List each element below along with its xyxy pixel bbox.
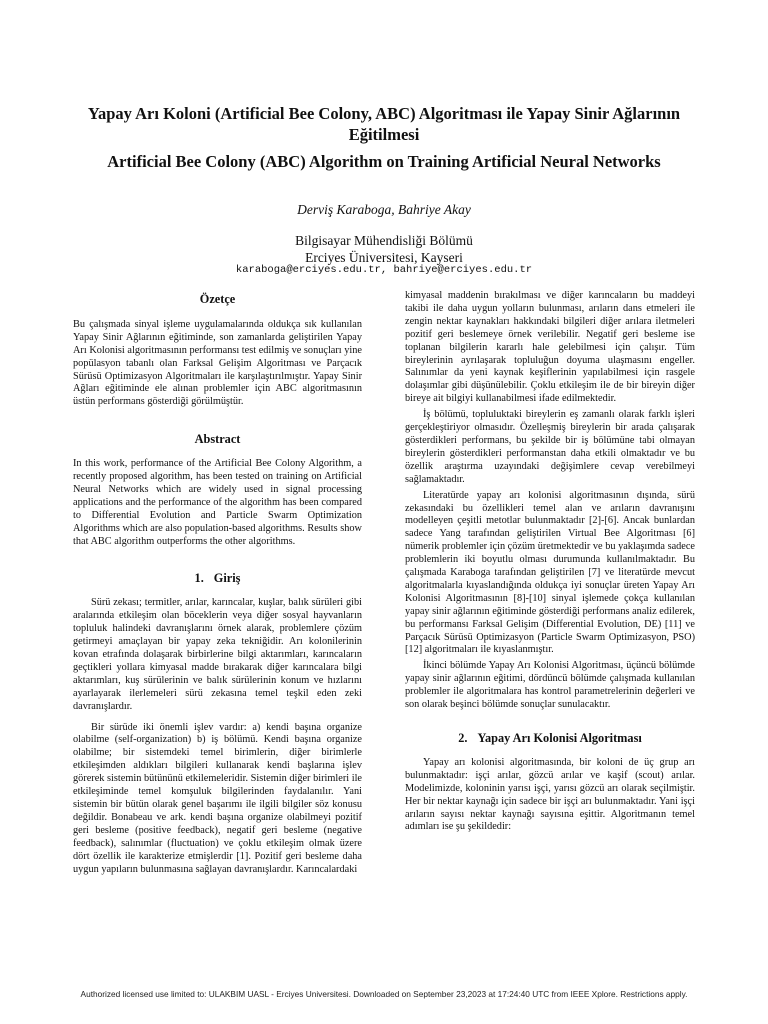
section-1-title: Giriş — [213, 570, 241, 585]
affiliation — [60, 232, 708, 266]
university: Erciyes Üniversitesi, Kayseri — [305, 250, 463, 265]
license-footer: Authorized licensed use limited to: ULAKBIM UASL - Erciyes Universitesi. Downloaded on September 23,2023 at 17:24:40 UTC from IEEE Xplore. Restrictions apply. — [80, 989, 688, 999]
outline-paragraph: İkinci bölümde Yapay Arı Kolonisi Algoritması, üçüncü bölümde yapay sinir ağlarının eğitimi, dördüncü bölümde çalışmada kullanılan problemler ile algoritmalara has kontrol parametrelerinin değerleri ve son olarak beşinci bölümde sonuçlar sunulacaktır. — [405, 660, 695, 711]
literature-paragraph: Literatürde yapay arı kolonisi algoritmasının dışında, sürü zekasındaki bu özellikleri temel alan ve arıların davranışını modelleyen çeşitli metotlar bulunmaktadır [2]-[6]. Ancak bunlardan sadece Yang tarafından geliştirilen Virtual Bee Algoritması [6] nümerik problemler için çözüm üretmektedir ve bu yaklaşımda sadece problemlerin iki boyutlu olması durumunda kullanılmaktadır. Bu çalışmada Karaboga tarafından geliştirilen [7] ve literatürde mevcut algoritmalarla kıyaslandığında oldukça iyi sonuçlar üreten Yapay Arı Kolonisi Algoritmasının [8]-[10] sinyal işlemede çokça kullanılan yapay sinir ağlarının eğitiminde gösterdiği performans analiz edilerek, bu performansı Farksal Gelişim (Differential Evolution, DE) [11] ve Parçacık Sürüsü Optimizasyon (Particle Swarm Optimizasyon, PSO) [12] algoritmaları ile kıyaslanmıştır. — [405, 489, 695, 656]
section-1-number: 1. — [194, 570, 204, 585]
section-2-number: 2. — [458, 731, 468, 745]
intro-paragraph-1: Sürü zekası; termitler, arılar, karıncalar, kuşlar, balık sürüleri gibi aralarında etkileşim olan böceklerin veya diğer sosyal hayvanların topluluk halindeki davranışlarını örnek alarak, problemlere çözüm getirmeyi amaçlayan bir yapay zeka tekniğidir. Arı kolonilerinin kovan etrafında dolaşarak birbirlerine bilgi aktarımları, karıncaların geçtikleri yollara kimyasal madde bırakarak diğer karıncalara bilgi aktarımları, kuş sürülerinin ve balık sürülerinin konum ve hızlarını ayarlayarak ilerlemeleri sürü zekasına temel teşkil eden zeki davranışlardır. — [73, 597, 362, 712]
section-1-heading — [73, 572, 362, 585]
ozetce-heading: Özetçe — [199, 292, 236, 306]
author-list: Derviş Karaboga, Bahriye Akay — [297, 202, 471, 217]
paper-title-english: Artificial Bee Colony (ABC) Algorithm on Training Artificial Neural Networks — [107, 152, 661, 171]
division-of-labor-paragraph: İş bölümü, topluluktaki bireylerin eş zamanlı olarak farklı işleri gerçekleştiriyor olmasıdır. Özelleşmiş bireylerin bir arada çalışarak gösterdikleri performans, bu şekilde bir iş bölümüne tabi olmayan bireylerin gösterdikleri performanstan daha etkili olmaktadır ve bu özellik araştırma uzayındaki değişimlere cevap verebilmeyi sağlamaktadır. — [405, 409, 695, 485]
section-2-heading — [405, 732, 695, 745]
intro-paragraph-2: Bir sürüde iki önemli işlev vardır: a) kendi başına organize olabilme (self-organization) b) iş bölümü. Kendi başına organize olabilme; bir sistemdeki temel birimlerin, diğer birimlerle etkileşimden aldıkları bilgileri kullanarak kendi başlarına işlev görerek sistemin bütününü etkilemeleridir. Sistemin diğer birimleri ile etkileşiminde temel komşuluk bilgilerinden faydalanılır. Yani sistemin bir bütün olarak genel başarımı ile ilgili bilgiler söz konusu değildir. Bonabeau ve ark. kendi başına organize olabilmeyi pozitif geri besleme (positive feedback), negatif geri besleme (negative feedback), salınımlar (fluctuation) ve çoklu etkileşim olmak üzere dört özellik ile karakterize etmişlerdir [1]. Pozitif geri besleme daha uygun yapıların bulunmasına sağlayan davranışlardır. Karıncalardaki — [73, 721, 362, 875]
abstract-heading: Abstract — [194, 432, 241, 447]
author-emails: karaboga@erciyes.edu.tr, bahriye@erciyes.edu.tr — [235, 264, 533, 276]
section-2-title: Yapay Arı Kolonisi Algoritması — [477, 731, 642, 745]
right-column — [405, 290, 695, 834]
abc-paragraph: Yapay arı kolonisi algoritmasında, bir koloni de üç grup arı bulunmaktadır: işçi arılar, gözcü arılar ve kaşif (scout) arılar. Modelimizde, koloninin yarısı işçi, yarısı gözcü arı olarak seçilmiştir. Her bir nektar kaynağı için sadece bir işçi arı bulunmaktadır. Yani işçi arıların sayısı nektar kaynağı sayısına eşittir. Algoritmanın temel adımları ise şu şekildedir: — [405, 756, 695, 833]
intro-paragraph-continued: kimyasal maddenin bırakılması ve diğer karıncaların bu maddeyi takibi ile daha uygun yolların bulunması, arıların dans etmeleri ile zengin nektar kaynakları hakkındaki bilgileri diğer arılara iletmeleri pozitif geri beslemeye örnek verilebilir. Negatif geri besleme ise toplanan bilgilerin kararlı hale gelebilmesi için çalışır. Tüm bireylerinin ayrılaşarak topluluğun doyuma ulaşmasını engeller. Salınımlar da yeni kaynak keşiflerinin yapılabilmesi için rasgele dolaşımlar gibi düşünülebilir. Çoklu etkileşim ile de bir bireyin diğer bireye ait bilgiyi kullanabilmesi ifade edilmektedir. — [405, 290, 695, 405]
paper-title-turkish: Yapay Arı Koloni (Artificial Bee Colony, ABC) Algoritması ile Yapay Sinir Ağlarının Eğitilmesi — [87, 104, 681, 144]
abstract-text: In this work, performance of the Artificial Bee Colony Algorithm, a recently proposed algorithm, has been tested on training on Artificial Neural Networks which are widely used in signal processing applications and the performance of the algorithm has been compared to Differential Evolution and Particle Swarm Optimization Algorithms which are also population-based algorithms. Results show that ABC algorithm outperforms the other algorithms. — [73, 458, 362, 547]
department: Bilgisayar Mühendisliği Bölümü — [295, 233, 473, 248]
left-column — [73, 293, 362, 876]
ozetce-text: Bu çalışmada sinyal işleme uygulamalarında oldukça sık kullanılan Yapay Sinir Ağlarının eğitiminde, son zamanlarda geliştirilen Yapay Arı Kolonisi algoritmasının performansı test edilmiş ve sonuçları yine popülasyon tabanlı olan Farksal Gelişim Algoritması ve Parçacık Sürüsü Optimizasyon Algoritmaları ile karşılaştırılmıştır. Yapay Sinir Ağları eğitiminde ele alınan problemler için ABC algoritmasının üstün performans gösterdiği görülmüştür. — [73, 318, 362, 408]
